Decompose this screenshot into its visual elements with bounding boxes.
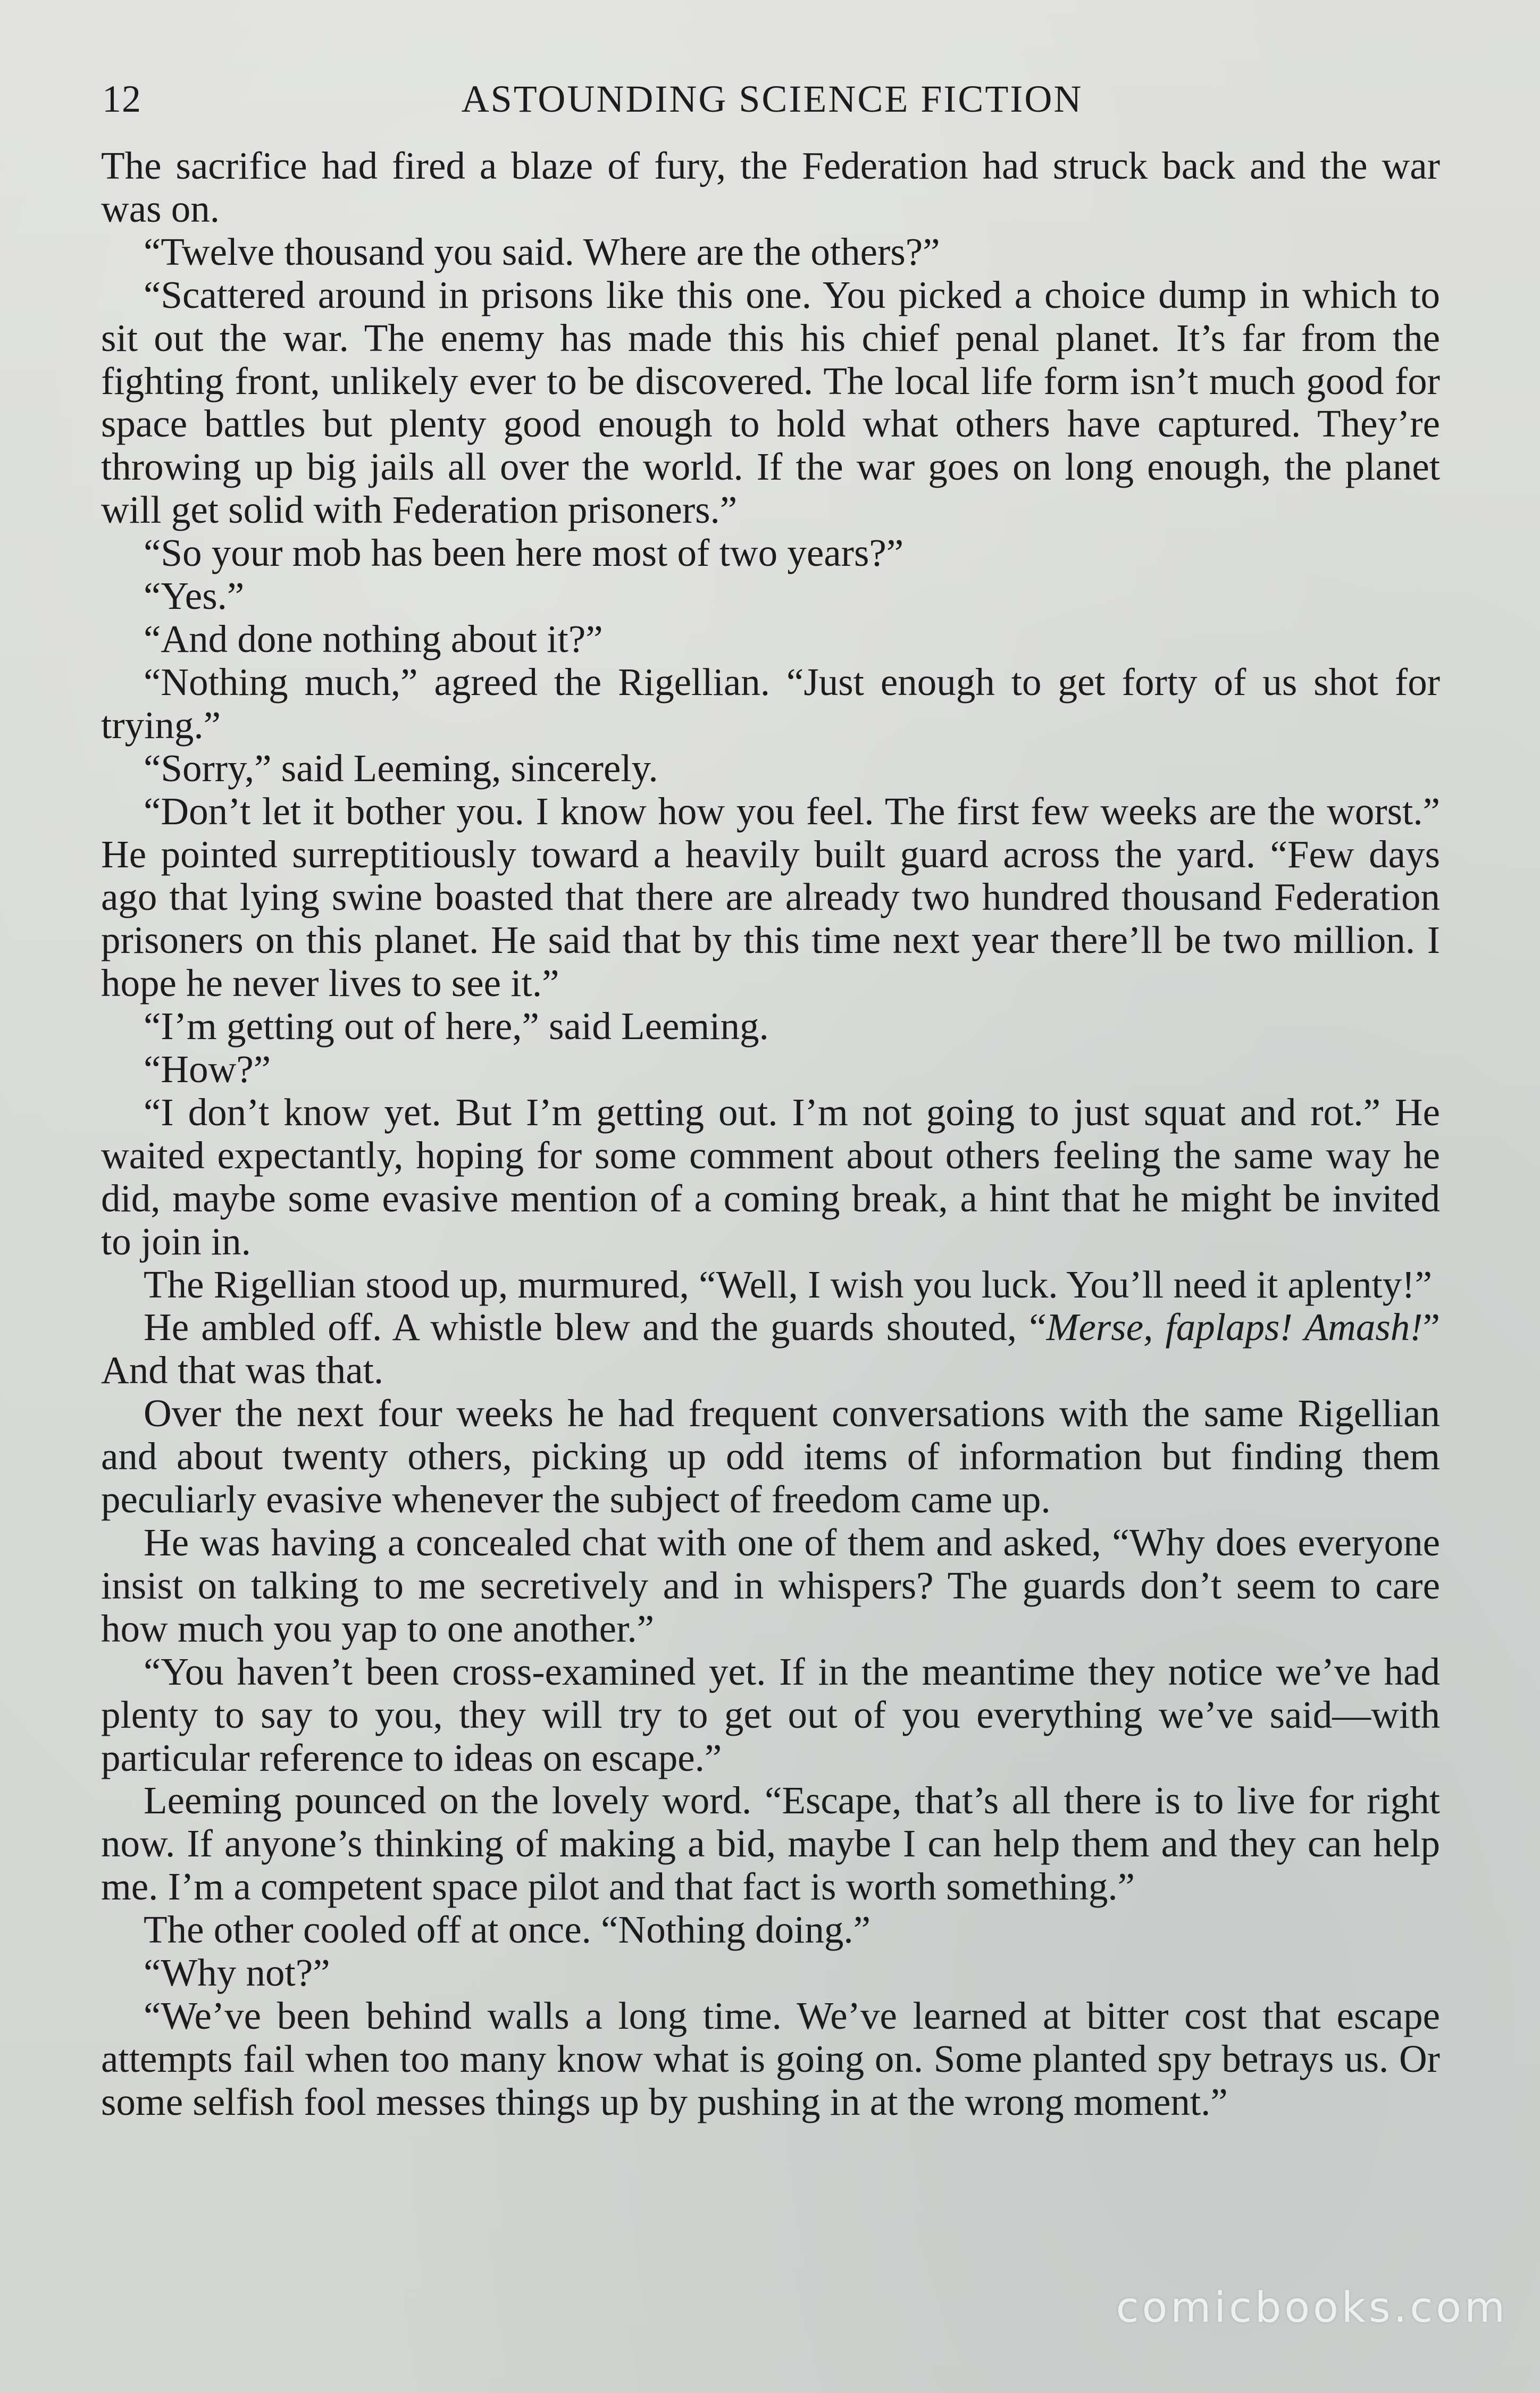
paragraph: “I’m getting out of here,” said Leeming. bbox=[144, 1005, 769, 1048]
paragraph-text: ” And that was that. bbox=[101, 1306, 1440, 1392]
paragraph: The sacrifice had fired a blaze of fury, the Federation had struck back and the war was on. bbox=[101, 144, 1440, 230]
paragraph: The other cooled off at once. “Nothing doing.” bbox=[144, 1908, 871, 1952]
paragraph: “And done nothing about it?” bbox=[144, 617, 603, 660]
paragraph: The Rigellian stood up, murmured, “Well, I wish you luck. You’ll need it aplenty!” bbox=[144, 1262, 1432, 1306]
paragraph: “Why not?” bbox=[144, 1951, 330, 1995]
body-text bbox=[101, 145, 1440, 2124]
page-number: 12 bbox=[102, 78, 141, 120]
paragraph: “I don’t know yet. But I’m getting out. I’m not going to just squat and rot.” He waited expectantly, hoping for some comment about others feeling the same way he did, maybe some evasive mention of a coming break, a hint that he might be invited to join in. bbox=[101, 1090, 1440, 1263]
running-title: ASTOUNDING SCIENCE FICTION bbox=[461, 78, 1083, 120]
paragraph: “Nothing much,” agreed the Rigellian. “Just enough to get forty of us shot for trying.” bbox=[101, 660, 1440, 747]
paragraph: “You haven’t been cross-examined yet. If in the meantime they notice we’ve had plenty to say to you, they will try to get out of you everything we’ve said—with particular reference to ideas on escape.” bbox=[101, 1650, 1440, 1779]
paragraph-whistle bbox=[101, 1306, 1440, 1392]
alien-command-italic: Merse, faplaps! Amash! bbox=[1046, 1306, 1423, 1349]
paragraph: “Twelve thousand you said. Where are the others?” bbox=[144, 230, 940, 273]
paragraph: “Yes.” bbox=[144, 574, 245, 618]
site-watermark: comicbooks.com bbox=[1116, 2284, 1508, 2332]
paragraph: “Sorry,” said Leeming, sincerely. bbox=[144, 746, 658, 790]
paragraph: Over the next four weeks he had frequent conversations with the same Rigellian and about twenty others, picking up odd items of information but finding them peculiarly evasive whenever the subject of freedom came up. bbox=[101, 1392, 1440, 1521]
paragraph: He was having a concealed chat with one of them and asked, “Why does everyone insist on talking to me secretively and in whispers? The guards don’t seem to care how much you yap to one another.” bbox=[101, 1521, 1440, 1650]
paragraph: “Scattered around in prisons like this one. You picked a choice dump in which to sit out the war. The enemy has made this his chief penal planet. It’s far from the fighting front, unlikely ever to be discovered. The local life form isn’t much good for space battles but plenty good enough to hold what others have captured. They’re throwing up big jails all over the world. If the war goes on long enough, the planet will get solid with Federation prisoners.” bbox=[101, 273, 1440, 532]
paragraph: “Don’t let it bother you. I know how you feel. The first few weeks are the worst.” He pointed surreptitiously toward a heavily built guard across the yard. “Few days ago that lying swine boasted that there are already two hundred thousand Federation prisoners on this planet. He said that by this time next year there’ll be two million. I hope he never lives to see it.” bbox=[101, 789, 1440, 1005]
page-header bbox=[102, 68, 1442, 132]
paragraph: “How?” bbox=[144, 1048, 271, 1091]
paragraph-text: He ambled off. A whistle blew and the guards shouted, “ bbox=[144, 1306, 1047, 1349]
paragraph: “We’ve been behind walls a long time. We’ve learned at bitter cost that escape attempts fail when too many know what is going on. Some planted spy betrays us. Or some selfish fool messes things up by pushing in at the wrong moment.” bbox=[101, 1994, 1440, 2123]
paragraph: “So your mob has been here most of two years?” bbox=[144, 531, 904, 575]
paragraph: Leeming pounced on the lovely word. “Escape, that’s all there is to live for right now. If anyone’s thinking of making a bid, maybe I can help them and they can help me. I’m a competent space pilot and that fact is worth something.” bbox=[101, 1779, 1440, 1909]
